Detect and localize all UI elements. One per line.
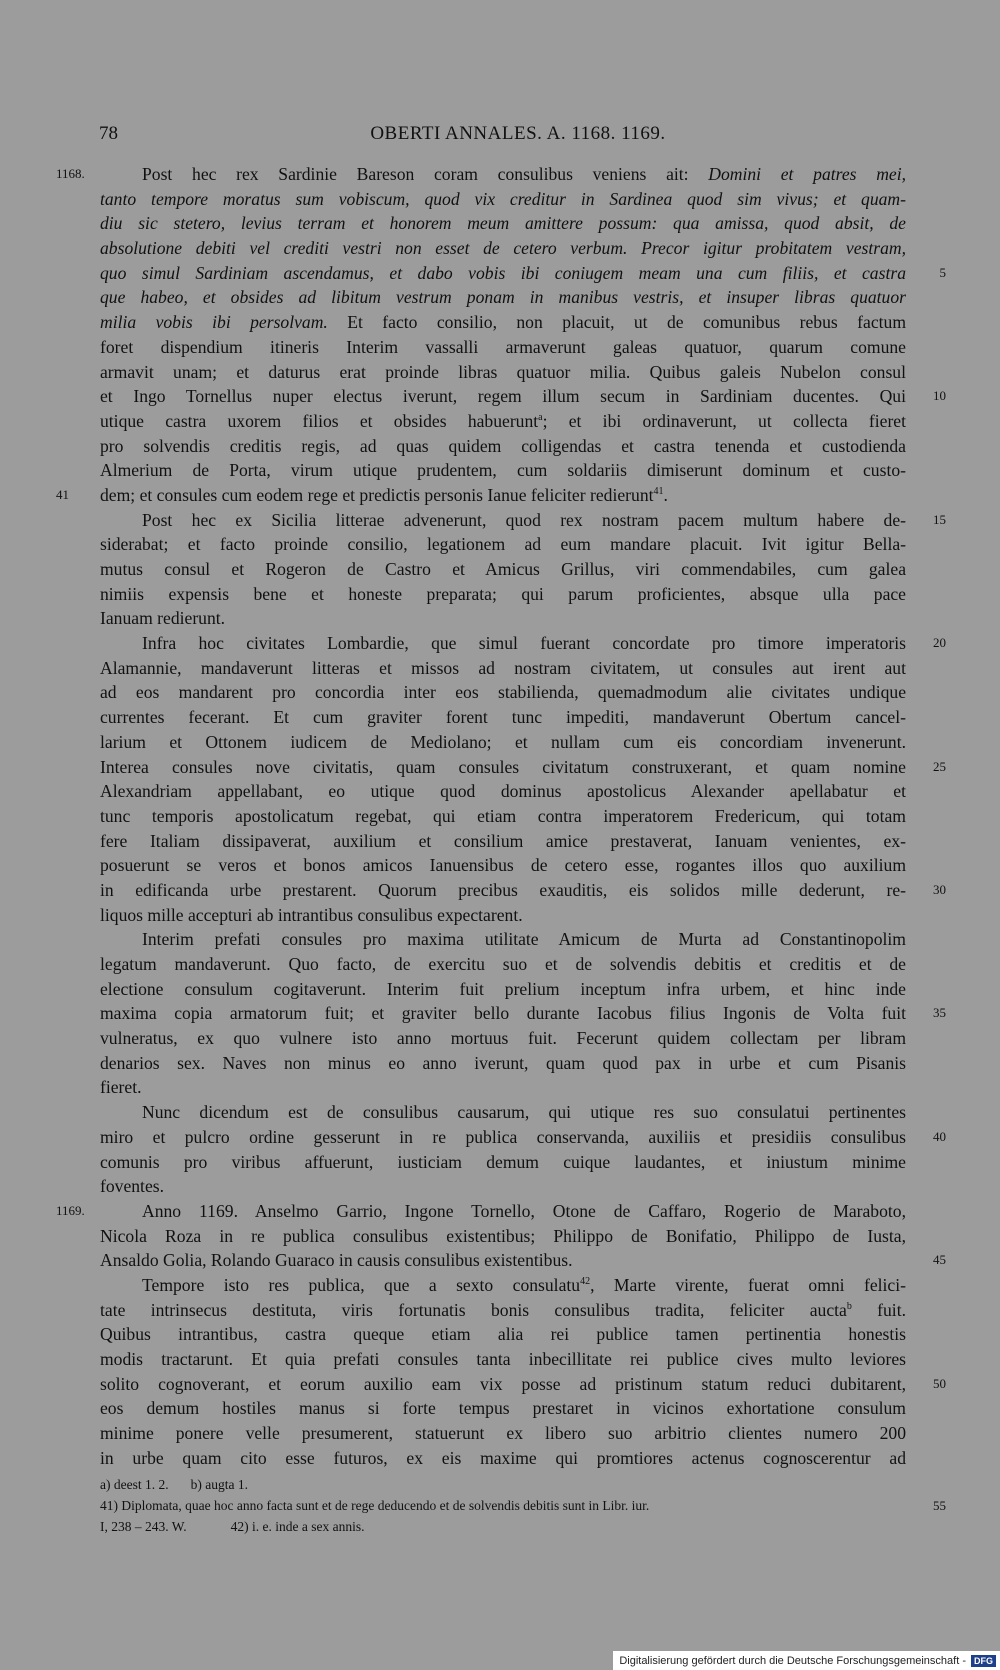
line-text: Quibus intrantibus, castra queque etiam alia rei publice tamen pertinentia honestis xyxy=(100,1324,906,1345)
footnote-reference: 42 xyxy=(580,1276,591,1288)
line-text: in urbe quam cito esse futuros, ex eis maxime qui promtiores actenus cognoscerentur ad xyxy=(100,1447,906,1468)
text-line xyxy=(56,162,906,187)
line-number: 20 xyxy=(933,635,946,651)
text-line xyxy=(100,532,906,557)
line-text: Interim prefati consules pro maxima utilitate Amicum de Murta ad Constantinopolim xyxy=(142,929,906,950)
line-text: miro et pulcro ordine gesserunt in re publica conservanda, auxiliis et presidiis consulibus xyxy=(100,1126,906,1147)
text-line xyxy=(100,1075,906,1100)
text-line xyxy=(100,1248,946,1273)
text-line xyxy=(56,483,906,508)
line-number: 15 xyxy=(933,511,946,527)
footnote-reference: b xyxy=(846,1300,852,1312)
text-line xyxy=(100,1446,906,1471)
text-line xyxy=(100,1273,906,1298)
line-text: solito cognoverant, et eorum auxilio eam vix posse ad pristinum statum reduci dubitarent, xyxy=(100,1373,906,1394)
line-text-italic: diu sic stetero, levius terram et honorem meum amittere possum: qua amissa, quod absit, de xyxy=(100,213,906,234)
line-text: Nicola Roza in re publica consulibus existentibus; Philippo de Bonifatio, Philippo de Iusta, xyxy=(100,1225,906,1246)
line-text: Post hec ex Sicilia litterae advenerunt, quod rex nostram pacem multum habere de- xyxy=(142,509,906,530)
line-text: foret dispendium itineris Interim vassalli armaverunt galeas quatuor, quarum comune xyxy=(100,336,906,357)
line-text: fuit. xyxy=(851,1299,906,1320)
line-text: comunis pro viribus affuerunt, iusticiam demum cuique laudantes, et iniustum minime xyxy=(100,1151,906,1172)
line-text: Almerium de Porta, virum utique prudentem, cum soldariis dimiserunt dominum et custo- xyxy=(100,460,906,481)
text-line xyxy=(100,903,906,928)
line-text: fieret. xyxy=(100,1077,142,1098)
line-text: pro solvendis creditis regis, ad quas quidem colligendas et castra tenenda et custodienda xyxy=(100,435,906,456)
text-line xyxy=(100,236,906,261)
body-text xyxy=(56,162,946,1470)
text-line xyxy=(100,1051,906,1076)
line-text-italic: absolutione debiti vel crediti vestri non esset de cetero verbum. Precor igitur probitatem vestram, xyxy=(100,238,906,259)
line-text: maxima copia armatorum fuit; et graviter bello durante Iacobus filius Ingonis de Volta fuit xyxy=(100,1003,906,1024)
text-line xyxy=(100,755,946,780)
text-line xyxy=(100,952,906,977)
text-line xyxy=(100,1100,906,1125)
line-text: Alamannie, mandaverunt litteras et missos ad nostram civitatem, ut consules aut irent aut xyxy=(100,657,906,678)
line-text-italic: Domini et patres mei, xyxy=(708,164,906,184)
footnote-41-cont xyxy=(100,1516,906,1537)
text-line xyxy=(100,878,946,903)
margin-note: 1168. xyxy=(56,166,85,181)
line-text: Infra hoc civitates Lombardie, que simul fuerant concordate pro timore imperatoris xyxy=(142,633,906,654)
text-line xyxy=(100,1026,906,1051)
text-line xyxy=(100,1372,946,1397)
text-line xyxy=(56,1199,906,1224)
text-line xyxy=(100,409,906,434)
text-line xyxy=(100,458,906,483)
line-text: minime ponere velle presumerent, statuerunt ex libero suo arbitrio clientes numero 200 xyxy=(100,1423,906,1444)
footnote-41-text: 41) Diplomata, quae hoc anno facta sunt et de rege deducendo et de solvendis debitis sunt in Libr. iur. xyxy=(100,1498,650,1513)
line-text: modis tractarunt. Et quia prefati consules tanta inbecillitate rei publice cives multo leviores xyxy=(100,1349,906,1369)
line-text: nimiis expensis bene et honeste preparata; qui parum proficientes, absque ulla pace xyxy=(100,583,906,604)
text-line xyxy=(100,730,906,755)
line-text: Ianuam redierunt. xyxy=(100,608,226,629)
line-text: Alexandriam appellabant, eo utique quod dominus apostolicus Alexander apellabatur et xyxy=(100,781,906,802)
text-line xyxy=(100,829,906,854)
line-text: Post hec rex Sardinie Bareson coram consulibus veniens ait: xyxy=(142,164,709,184)
line-text: utique castra uxorem filios et obsides habuerunt xyxy=(100,410,539,431)
text-line xyxy=(100,1174,906,1199)
footnote-41-text-cont: I, 238 – 243. W. xyxy=(100,1519,187,1534)
text-line xyxy=(100,360,906,385)
line-text: , Marte virente, fuerat omni felici- xyxy=(590,1274,906,1295)
line-text: electione consulum cogitaverunt. Interim fuit prelium inceptum infra urbem, et hinc inde xyxy=(100,978,906,999)
margin-note: 1169. xyxy=(56,1202,85,1218)
text-line xyxy=(100,1322,906,1347)
line-number: 10 xyxy=(933,388,946,404)
footer-text: Digitalisierung gefördert durch die Deutsche Forschungsgemeinschaft - xyxy=(619,1654,966,1667)
line-text: in edificanda urbe prestarent. Quorum precibus exauditis, eis solidos mille dederunt, re- xyxy=(100,879,906,900)
line-number: 30 xyxy=(933,881,946,897)
line-text: posuerunt se veros et bonos amicos Ianuensibus de cetero esse, rogantes illos quo auxilium xyxy=(100,855,906,876)
line-text: legatum mandaverunt. Quo facto, de exercitu suo et de solvendis debitis et creditis et de xyxy=(100,954,906,974)
line-number: 40 xyxy=(933,1128,946,1144)
line-number: 5 xyxy=(939,264,946,280)
text-line xyxy=(100,1125,946,1150)
text-line xyxy=(100,1298,906,1323)
line-text-italic: que habeo, et obsides ad libitum vestrum ponam in manibus vestris, et insuper libras quatuor xyxy=(100,287,906,308)
line-text: tunc temporis apostolicatum regebat, qui etiam contra imperatorem Fredericum, qui totam xyxy=(100,805,906,826)
text-line xyxy=(100,582,906,607)
line-text-italic: quo simul Sardiniam ascendamus, et dabo vobis ibi coniugem meam una cum filiis, et castra xyxy=(100,262,906,283)
page-number: 78 xyxy=(99,123,118,144)
variant-note-a: a) deest 1. 2. xyxy=(100,1477,169,1492)
text-line xyxy=(100,977,906,1002)
line-number: 25 xyxy=(933,758,946,774)
line-text: fere Italiam dissipaverat, auxilium et consilium amice prestaverat, Ianuam venientes, ex- xyxy=(100,830,906,851)
text-line xyxy=(100,557,906,582)
line-text: Nunc dicendum est de consulibus causarum, qui utique res suo consulatui pertinentes xyxy=(142,1102,906,1123)
footnote-reference: 41 xyxy=(653,486,664,498)
text-line xyxy=(100,384,946,409)
text-line xyxy=(100,1001,946,1026)
text-line xyxy=(100,1421,906,1446)
line-text: ad eos mandarent pro concordia inter eos stabilienda, quemadmodum alie civitates undique xyxy=(100,682,906,703)
text-line xyxy=(100,606,906,631)
line-text: siderabat; et facto proinde consilio, legationem ad eum mandare placuit. Ivit igitur Bella- xyxy=(100,534,906,555)
margin-note: 41 xyxy=(56,486,69,502)
line-text: mutus consul et Rogeron de Castro et Amicus Grillus, viri commendabiles, cum galea xyxy=(100,559,906,579)
variant-notes xyxy=(100,1474,906,1495)
text-line xyxy=(100,680,906,705)
line-text: Interea consules nove civitatis, quam consules civitatum construxerant, et quam nomine xyxy=(100,756,906,777)
line-text: larium et Ottonem iudicem de Mediolano; et nullam cum eis concordiam invenerunt. xyxy=(100,731,906,752)
line-text: dem; et consules cum eodem rege et predictis personis Ianue feliciter redierunt xyxy=(100,484,654,505)
dfg-logo: DFG xyxy=(971,1655,996,1667)
line-number: 50 xyxy=(933,1375,946,1391)
line-text: foventes. xyxy=(100,1176,165,1197)
footnote-41 xyxy=(100,1495,946,1516)
text-line xyxy=(100,1150,906,1175)
line-text: liquos mille accepturi ab intrantibus consulibus expectarent. xyxy=(100,904,523,925)
line-text-italic: milia vobis ibi persolvam. xyxy=(100,312,328,333)
dfg-footer xyxy=(613,1651,1000,1670)
line-text: Anno 1169. Anselmo Garrio, Ingone Tornello, Otone de Caffaro, Rogerio de Maraboto, xyxy=(142,1200,906,1221)
text-line xyxy=(100,705,906,730)
line-text: currentes fecerant. Et cum graviter forent tunc impediti, mandaverunt Obertum cancel- xyxy=(100,707,906,728)
footnotes xyxy=(100,1474,946,1537)
line-text: et Ingo Tornellus nuper electus iverunt, regem illum secum in Sardiniam ducentes. Qui xyxy=(100,386,906,407)
text-line xyxy=(100,779,906,804)
line-text: eos demum hostiles manus si forte tempus prestaret in vicinos exhortatione consulum xyxy=(100,1398,906,1419)
line-number: 35 xyxy=(933,1005,946,1021)
text-line xyxy=(100,1396,906,1421)
text-line xyxy=(100,853,906,878)
footnote-42: 42) i. e. inde a sex annis. xyxy=(230,1519,365,1534)
line-text-italic: tanto tempore moratus sum vobiscum, quod vix creditur in Sardinea quod sim vivus; et quam- xyxy=(100,188,906,209)
variant-note-b: b) augta 1. xyxy=(190,1477,248,1492)
text-line xyxy=(100,335,906,360)
line-text: ; et ibi ordinaverunt, ut collecta fieret xyxy=(542,410,906,431)
text-line xyxy=(100,927,906,952)
line-text: denarios sex. Naves non minus eo anno iverunt, quam quod pax in urbe et cum Pisanis xyxy=(100,1052,906,1073)
line-text: tate intrinsecus destituta, viris fortunatis bonis consulibus tradita, feliciter aucta xyxy=(100,1299,847,1320)
running-title: OBERTI ANNALES. A. 1168. 1169. xyxy=(370,123,666,144)
text-line xyxy=(100,434,906,459)
line-text: armavit unam; et daturus erat proinde libras quatuor milia. Quibus galeis Nubelon consul xyxy=(100,361,906,382)
text-line xyxy=(100,285,906,310)
text-line xyxy=(100,631,946,656)
line-text: . xyxy=(663,484,668,505)
text-line xyxy=(100,261,946,286)
text-line xyxy=(100,187,906,212)
line-number: 45 xyxy=(933,1252,946,1268)
line-text: Et facto consilio, non placuit, ut de comunibus rebus factum xyxy=(327,312,906,333)
text-line xyxy=(100,804,906,829)
text-line xyxy=(100,508,946,533)
text-line xyxy=(100,656,906,681)
line-text: Ansaldo Golia, Rolando Guaraco in causis consulibus existentibus. xyxy=(100,1250,573,1271)
line-text: vulneratus, ex quo vulnere isto anno mortuus fuit. Fecerunt quidem collectam per libram xyxy=(100,1028,906,1049)
text-line xyxy=(100,310,906,335)
line-text: Tempore isto res publica, que a sexto consulatu xyxy=(142,1274,581,1295)
text-line xyxy=(100,1347,906,1372)
footnote-reference: a xyxy=(538,412,543,424)
line-number: 55 xyxy=(933,1498,946,1513)
text-line xyxy=(100,211,906,236)
text-line xyxy=(100,1224,906,1249)
